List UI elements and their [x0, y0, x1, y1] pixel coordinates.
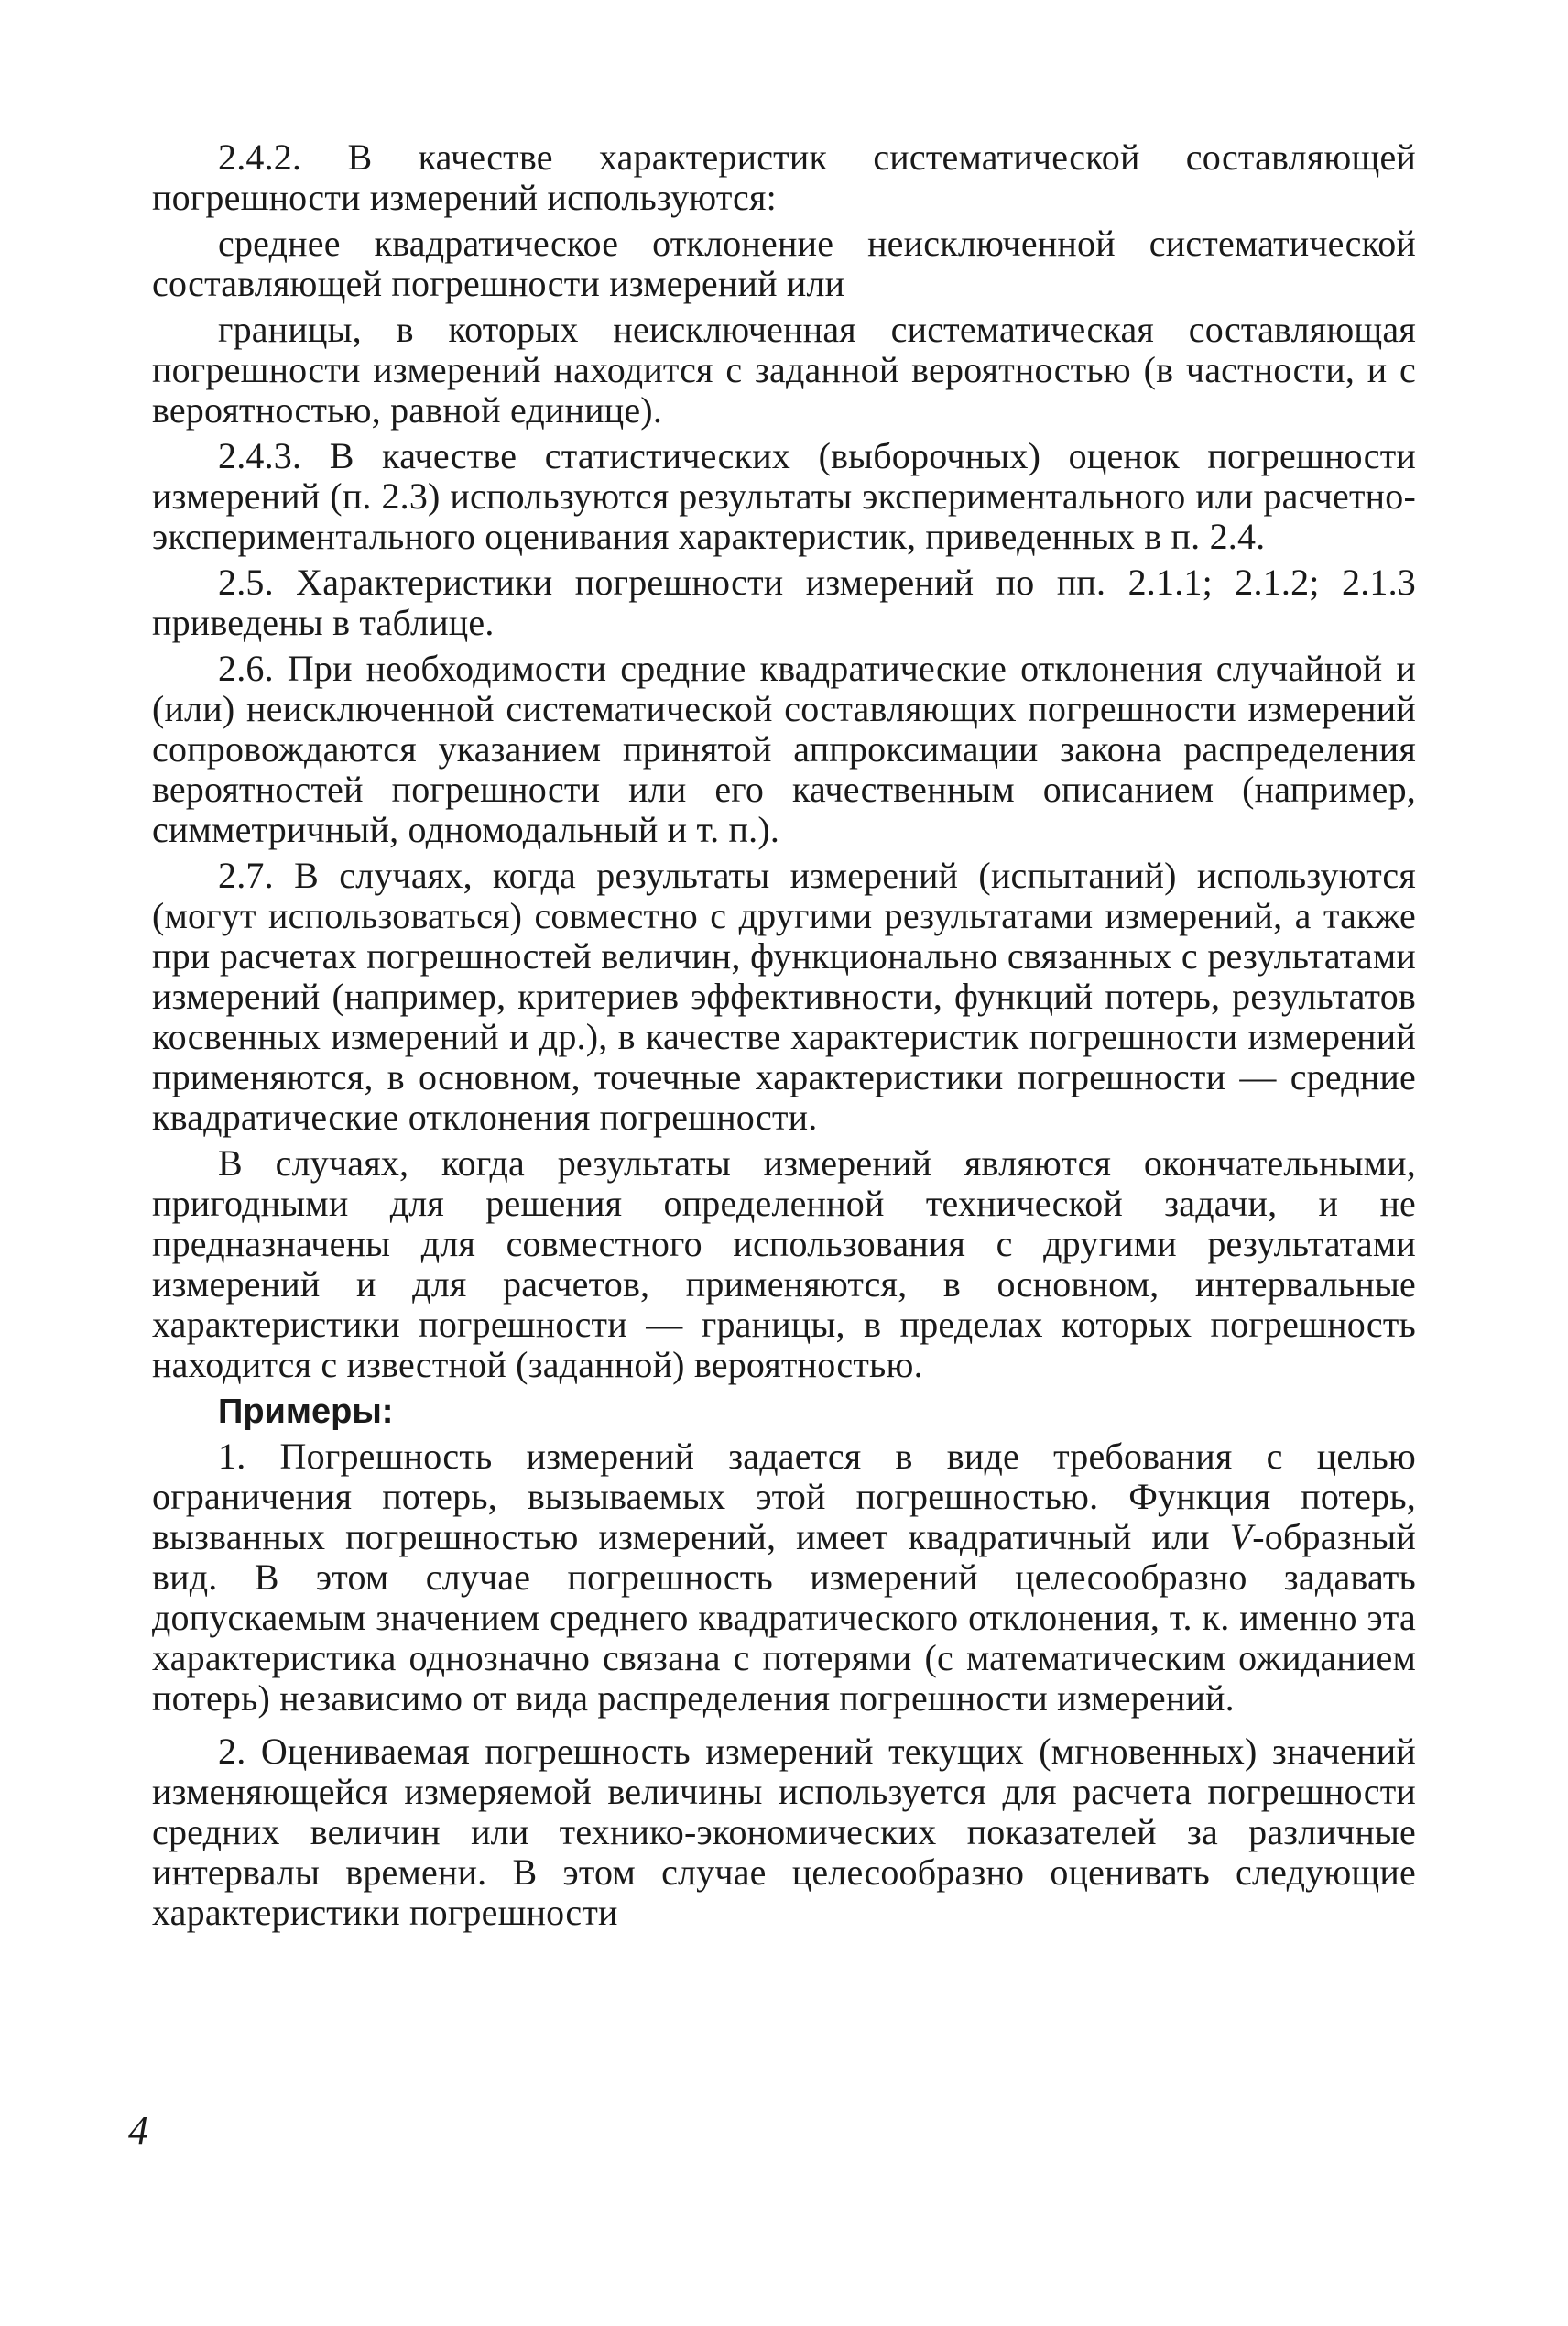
example-1-text-before: 1. Погрешность измерений задается в виде требования с целью ограничения потерь, вызываемых этой погрешностью. Функция потерь, вызванных погрешностью измерений, имеет квадратичный или	[152, 1436, 1416, 1557]
example-1-v-letter: V	[1229, 1516, 1253, 1557]
example-1	[152, 1436, 1416, 1719]
example-1-text-after: -образный вид. В этом случае погрешность измерений целесообразно задавать допускаемым значением среднего квадратического отклонения, т. к. именно эта характеристика однозначно связана с потерями (с математическим ожиданием потерь) независимо от вида распределения погрешности измерений.	[152, 1516, 1416, 1719]
paragraph-2-7: 2.7. В случаях, когда результаты измерений (испытаний) используются (могут использоваться) совместно с другими результатами измерений, а также при расчетах погрешностей величин, функционально связанных с результатами измерений (например, критериев эффективности, функций потерь, результатов косвенных измерений и др.), в качестве характеристик погрешности измерений применяются, в основном, точечные характеристики погрешности — средние квадратические отклонения погрешности.	[152, 855, 1416, 1138]
paragraph-2-4-2: 2.4.2. В качестве характеристик систематической составляющей погрешности измерений используются:	[152, 137, 1416, 218]
example-2: 2. Оцениваемая погрешность измерений текущих (мгновенных) значений изменяющейся измеряемой величины используется для расчета погрешности средних величин или технико-экономических показателей за различные интервалы времени. В этом случае целесообразно оценивать следующие характеристики погрешности	[152, 1731, 1416, 1933]
page-body	[152, 137, 1416, 1938]
examples-heading: Примеры:	[218, 1392, 394, 1431]
paragraph-2-6: 2.6. При необходимости средние квадратические отклонения случайной и (или) неисключенной систематической составляющих погрешности измерений сопровождаются указанием принятой аппроксимации закона распределения вероятностей погрешности или его качественным описанием (например, симметричный, одномодальный и т. п.).	[152, 648, 1416, 850]
paragraph-2-5: 2.5. Характеристики погрешности измерений по пп. 2.1.1; 2.1.2; 2.1.3 приведены в таблице.	[152, 562, 1416, 643]
page-number: 4	[128, 2108, 148, 2153]
paragraph-bounds: границы, в которых неисключенная систематическая составляющая погрешности измерений находится с заданной вероятностью (в частности, и с вероятностью, равной единице).	[152, 309, 1416, 431]
paragraph-rms-deviation: среднее квадратическое отклонение неисключенной систематической составляющей погрешности измерений или	[152, 223, 1416, 304]
paragraph-final-results: В случаях, когда результаты измерений являются окончательными, пригодными для решения определенной технической задачи, и не предназначены для совместного использования с другими результатами измерений и для расчетов, применяются, в основном, интервальные характеристики погрешности — границы, в пределах которых погрешность находится с известной (заданной) вероятностью.	[152, 1142, 1416, 1385]
paragraph-2-4-3: 2.4.3. В качестве статистических (выборочных) оценок погрешности измерений (п. 2.3) используются результаты экспериментального или расчетно-экспериментального оценивания характеристик, приведенных в п. 2.4.	[152, 435, 1416, 557]
